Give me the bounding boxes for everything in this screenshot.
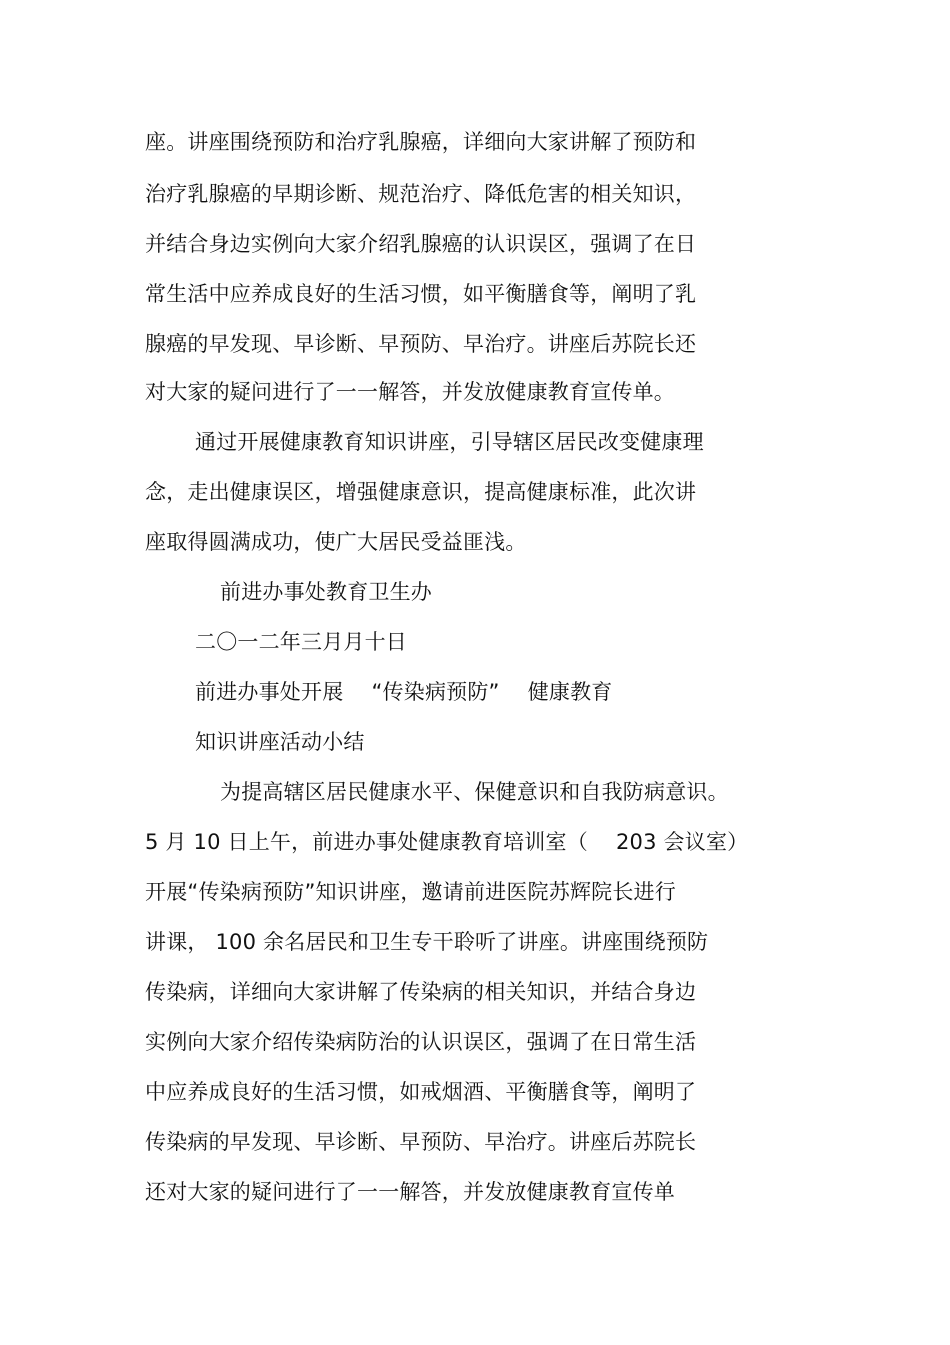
signature-organization: 前进办事处教育卫生办	[220, 580, 432, 604]
paragraph-line: 讲课， 100 余名居民和卫生专干聆听了讲座。讲座围绕预防	[145, 930, 709, 954]
paragraph-line: 为提高辖区居民健康水平、保健意识和自我防病意识。	[220, 780, 729, 804]
paragraph-line: 通过开展健康教育知识讲座，引导辖区居民改变健康理	[195, 430, 704, 454]
paragraph-line: 常生活中应养成良好的生活习惯，如平衡膳食等，阐明了乳	[145, 282, 697, 306]
paragraph-line: 并结合身边实例向大家介绍乳腺癌的认识误区，强调了在日	[145, 232, 697, 256]
paragraph-line: 对大家的疑问进行了一一解答，并发放健康教育宣传单。	[145, 380, 675, 404]
paragraph-line: 治疗乳腺癌的早期诊断、规范治疗、降低危害的相关知识，	[145, 182, 697, 206]
paragraph-line: 开展“传染病预防”知识讲座，邀请前进医院苏辉院长进行	[145, 880, 676, 904]
paragraph-line: 传染病，详细向大家讲解了传染病的相关知识，并结合身边	[145, 980, 697, 1004]
paragraph-line: 中应养成良好的生活习惯，如戒烟酒、平衡膳食等，阐明了	[145, 1080, 697, 1104]
paragraph-line: 腺癌的早发现、早诊断、早预防、早治疗。讲座后苏院长还	[145, 332, 697, 356]
paragraph-line: 念，走出健康误区，增强健康意识，提高健康标准，此次讲	[145, 480, 697, 504]
paragraph-line: 座。讲座围绕预防和治疗乳腺癌，详细向大家讲解了预防和	[145, 130, 697, 154]
section-title-continued: 知识讲座活动小结	[195, 730, 365, 754]
paragraph-line: 传染病的早发现、早诊断、早预防、早治疗。讲座后苏院长	[145, 1130, 697, 1154]
paragraph-line: 实例向大家介绍传染病防治的认识误区，强调了在日常生活	[145, 1030, 697, 1054]
paragraph-line: 还对大家的疑问进行了一一解答，并发放健康教育宣传单	[145, 1180, 675, 1204]
paragraph-line: 5 月 10 日上午，前进办事处健康教育培训室（ 203 会议室）	[145, 830, 749, 854]
section-title: 前进办事处开展 “传染病预防” 健康教育	[195, 680, 613, 704]
signature-date: 二〇一二年三月月十日	[195, 630, 407, 654]
paragraph-line: 座取得圆满成功，使广大居民受益匪浅。	[145, 530, 527, 554]
